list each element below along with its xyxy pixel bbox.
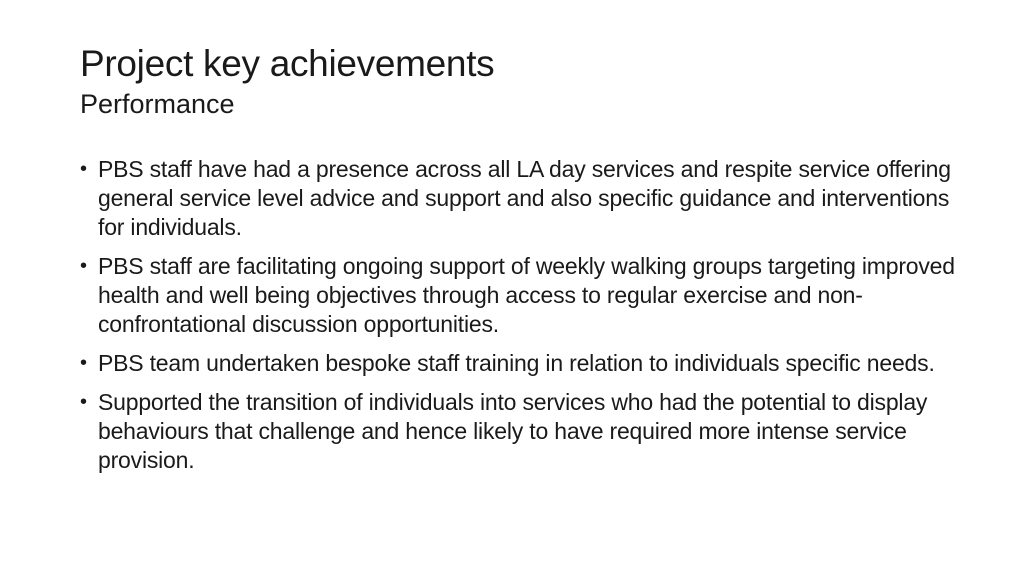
slide-subtitle: Performance <box>80 89 235 119</box>
bullet-list <box>80 155 960 485</box>
bullet-icon: • <box>80 158 87 180</box>
slide-title: Project key achievements <box>80 43 495 84</box>
bullet-item <box>80 349 960 378</box>
bullet-icon: • <box>80 352 87 374</box>
bullet-icon: • <box>80 255 87 277</box>
bullet-item <box>80 388 960 475</box>
title-block <box>80 42 960 122</box>
bullet-item <box>80 155 960 242</box>
bullet-item <box>80 252 960 339</box>
bullet-text: PBS team undertaken bespoke staff training in relation to individuals specific needs. <box>98 350 935 376</box>
bullet-icon: • <box>80 391 87 413</box>
bullet-text: PBS staff are facilitating ongoing support of weekly walking groups targeting improved health and well being objectives through access to regular exercise and non-confrontational discussion opportunities. <box>98 253 955 337</box>
bullet-text: Supported the transition of individuals into services who had the potential to display behaviours that challenge and hence likely to have required more intense service provision. <box>98 389 928 473</box>
bullet-text: PBS staff have had a presence across all LA day services and respite service offering general service level advice and support and also specific guidance and interventions for individuals. <box>98 156 951 240</box>
